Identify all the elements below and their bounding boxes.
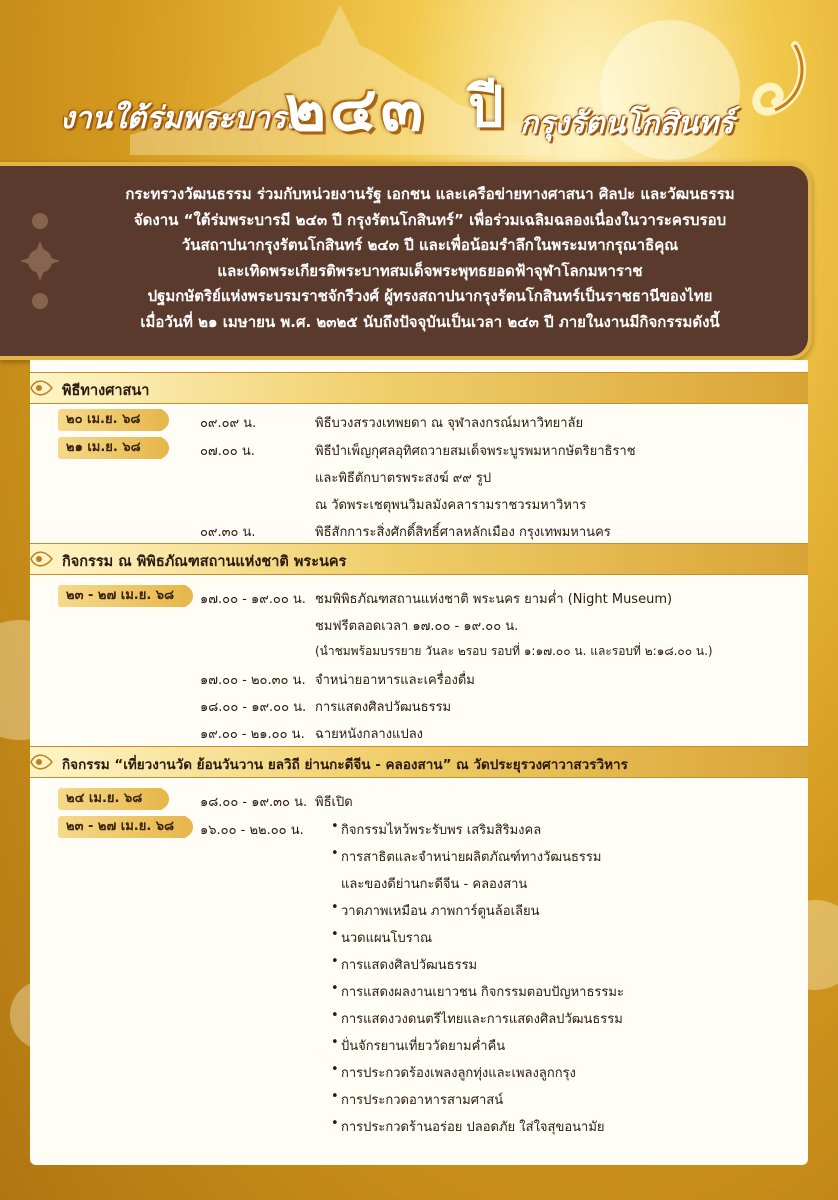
activity-item: การประกวดอาหารสามศาสน์ bbox=[341, 1093, 504, 1108]
bullet: • bbox=[331, 1089, 339, 1104]
date-tag: ๒๓ - ๒๗ เม.ย. ๖๘ bbox=[58, 816, 186, 838]
activity-item: การประกวดร้านอร่อย ปลอดภัย ใส่ใจสุขอนามัย bbox=[341, 1120, 605, 1135]
activity-item: การแสดงศิลปวัฒนธรรม bbox=[341, 958, 478, 973]
activity-item: ปั่นจักรยานเที่ยววัดยามค่ำคืน bbox=[341, 1039, 506, 1054]
activity-item: การแสดงวงดนตรีไทยและการแสดงศิลปวัฒนธรรม bbox=[341, 1012, 623, 1027]
activity-item: นวดแผนโบราณ bbox=[341, 931, 433, 946]
bullet: • bbox=[331, 900, 339, 915]
section-header-museum bbox=[30, 543, 808, 575]
event-desc: พิธีสักการะสิ่งศักดิ์สิทธิ์ศาลหลักเมือง กรุงเทพมหานคร bbox=[315, 525, 611, 540]
title-number: ๒๔๓ bbox=[285, 72, 428, 145]
activity-item: การสาธิตและจำหน่ายผลิตภัณฑ์ทางวัฒนธรรม bbox=[341, 850, 602, 865]
time-text: ๑๘.๐๐ - ๑๙.๓๐ น. bbox=[200, 795, 308, 810]
title-right-text: กรุงรัตนโกสินทร์ bbox=[520, 106, 735, 141]
date-tag: ๒๐ เม.ย. ๖๘ bbox=[58, 409, 162, 431]
section-title: กิจกรรม ณ พิพิธภัณฑสถานแห่งชาติ พระนคร bbox=[62, 554, 347, 570]
activity-item: และของดีย่านกะดีจีน - คลองสาน bbox=[341, 877, 528, 892]
poster-header bbox=[0, 0, 838, 165]
bullet: • bbox=[331, 1008, 339, 1023]
intro-line: จัดงาน “ใต้ร่มพระบารมี ๒๔๓ ปี กรุงรัตนโกสินทร์” เพื่อร่วมเฉลิมฉลองเนื่องในวาระครบรอบ bbox=[133, 210, 727, 229]
event-desc: การแสดงศิลปวัฒนธรรม bbox=[315, 700, 452, 715]
lotus-cap-icon bbox=[28, 749, 54, 775]
bullet: • bbox=[331, 819, 339, 834]
title-year-word: ปี bbox=[468, 74, 504, 140]
lotus-cap-icon bbox=[28, 546, 54, 572]
bullet: • bbox=[331, 1062, 339, 1077]
section-header-temple-fair bbox=[30, 746, 808, 778]
time-text: ๐๙.๐๙ น. bbox=[200, 416, 257, 431]
time-text: ๑๖.๐๐ - ๒๒.๐๐ น. bbox=[200, 823, 304, 838]
date-tag: ๒๑ เม.ย. ๖๘ bbox=[58, 437, 162, 459]
bullet: • bbox=[331, 1035, 339, 1050]
event-desc: จำหน่ายอาหารและเครื่องดื่ม bbox=[315, 673, 475, 688]
event-desc: ฉายหนังกลางแปลง bbox=[315, 727, 424, 742]
lotus-cap-icon bbox=[28, 375, 54, 401]
activity-item: กิจกรรมไหว้พระรับพร เสริมสิริมงคล bbox=[341, 823, 542, 838]
section-title: กิจกรรม “เที่ยวงานวัด ย้อนวันวาน ยลวิถี ย่านกะดีจีน - คลองสาน” ณ วัดประยุรวงศาวาสวรวิหาร bbox=[62, 757, 628, 773]
title-left-text: งานใต้ร่มพระบารมี bbox=[60, 101, 306, 136]
bullet: • bbox=[331, 927, 339, 942]
time-text: ๑๙.๐๐ - ๒๑.๐๐ น. bbox=[200, 727, 305, 742]
intro-line: วันสถาปนากรุงรัตนโกสินทร์ ๒๔๓ ปี และเพื่อน้อมรำลึกในพระมหากรุณาธิคุณ bbox=[181, 236, 679, 254]
event-desc: พิธีบำเพ็ญกุศลอุทิศถวายสมเด็จพระบูรพมหากษัตริยาธิราช bbox=[315, 444, 636, 459]
date-tag: ๒๔ เม.ย. ๖๘ bbox=[58, 788, 162, 810]
bullet: • bbox=[331, 954, 339, 969]
time-text: ๐๙.๓๐ น. bbox=[200, 525, 256, 540]
event-desc: ณ วัดพระเชตุพนวิมลมังคลารามราชวรมหาวิหาร bbox=[315, 498, 587, 513]
bullet: • bbox=[331, 1116, 339, 1131]
activity-item: การแสดงผลงานเยาวชน กิจกรรมตอบปัญหาธรรมะ bbox=[341, 985, 624, 1000]
event-desc: พิธีบวงสรวงเทพยดา ณ จุฬาลงกรณ์มหาวิทยาลัย bbox=[315, 416, 584, 431]
intro-line: กระทรวงวัฒนธรรม ร่วมกับหน่วยงานรัฐ เอกชน และเครือข่ายทางศาสนา ศิลปะ และวัฒนธรรม bbox=[125, 185, 735, 203]
intro-line: และเทิดพระเกียรติพระบาทสมเด็จพระพุทธยอดฟ้าจุฬาโลกมหาราช bbox=[217, 261, 643, 280]
activity-item: วาดภาพเหมือน ภาพการ์ตูนล้อเลียน bbox=[341, 904, 540, 919]
time-text: ๐๗.๐๐ น. bbox=[200, 444, 255, 459]
time-text: ๑๗.๐๐ - ๑๙.๐๐ น. bbox=[200, 592, 306, 607]
event-desc: และพิธีตักบาตรพระสงฆ์ ๙๙ รูป bbox=[315, 471, 492, 486]
section-title: พิธีทางศาสนา bbox=[62, 383, 150, 399]
intro-line: ปฐมกษัตริย์แห่งพระบรมราชจักรีวงศ์ ผู้ทรงสถาปนากรุงรัตนโกสินทร์เป็นราชธานีของไทย bbox=[147, 287, 713, 305]
activity-item: การประกวดร้องเพลงลูกทุ่งและเพลงลูกกรุง bbox=[341, 1066, 576, 1081]
section-header-religious bbox=[30, 372, 808, 404]
thai-swirl-ornament-icon bbox=[740, 40, 810, 140]
event-desc: พิธีเปิด bbox=[315, 795, 353, 810]
intro-text bbox=[60, 182, 800, 335]
event-desc: ชมพิพิธภัณฑสถานแห่งชาติ พระนคร ยามค่ำ (Night Museum) bbox=[315, 592, 673, 607]
bullet: • bbox=[331, 846, 339, 861]
intro-line: เมื่อวันที่ ๒๑ เมษายน พ.ศ. ๒๓๒๕ นับถึงปัจจุบันเป็นเวลา ๒๔๓ ปี ภายในงานมีกิจกรรมดังนี้ bbox=[140, 312, 720, 331]
event-desc: (นำชมพร้อมบรรยาย วันละ ๒รอบ รอบที่ ๑:๑๗.๐๐ น. และรอบที่ ๒:๑๘.๐๐ น.) bbox=[315, 644, 713, 658]
event-desc: ชมฟรีตลอดเวลา ๑๗.๐๐ - ๑๙.๐๐ น. bbox=[315, 619, 519, 634]
date-tag: ๒๓ - ๒๗ เม.ย. ๖๘ bbox=[58, 585, 186, 607]
intro-box bbox=[0, 162, 812, 360]
time-text: ๑๗.๐๐ - ๒๐.๓๐ น. bbox=[200, 673, 306, 688]
time-text: ๑๘.๐๐ - ๑๙.๐๐ น. bbox=[200, 700, 307, 715]
bullet: • bbox=[331, 981, 339, 996]
